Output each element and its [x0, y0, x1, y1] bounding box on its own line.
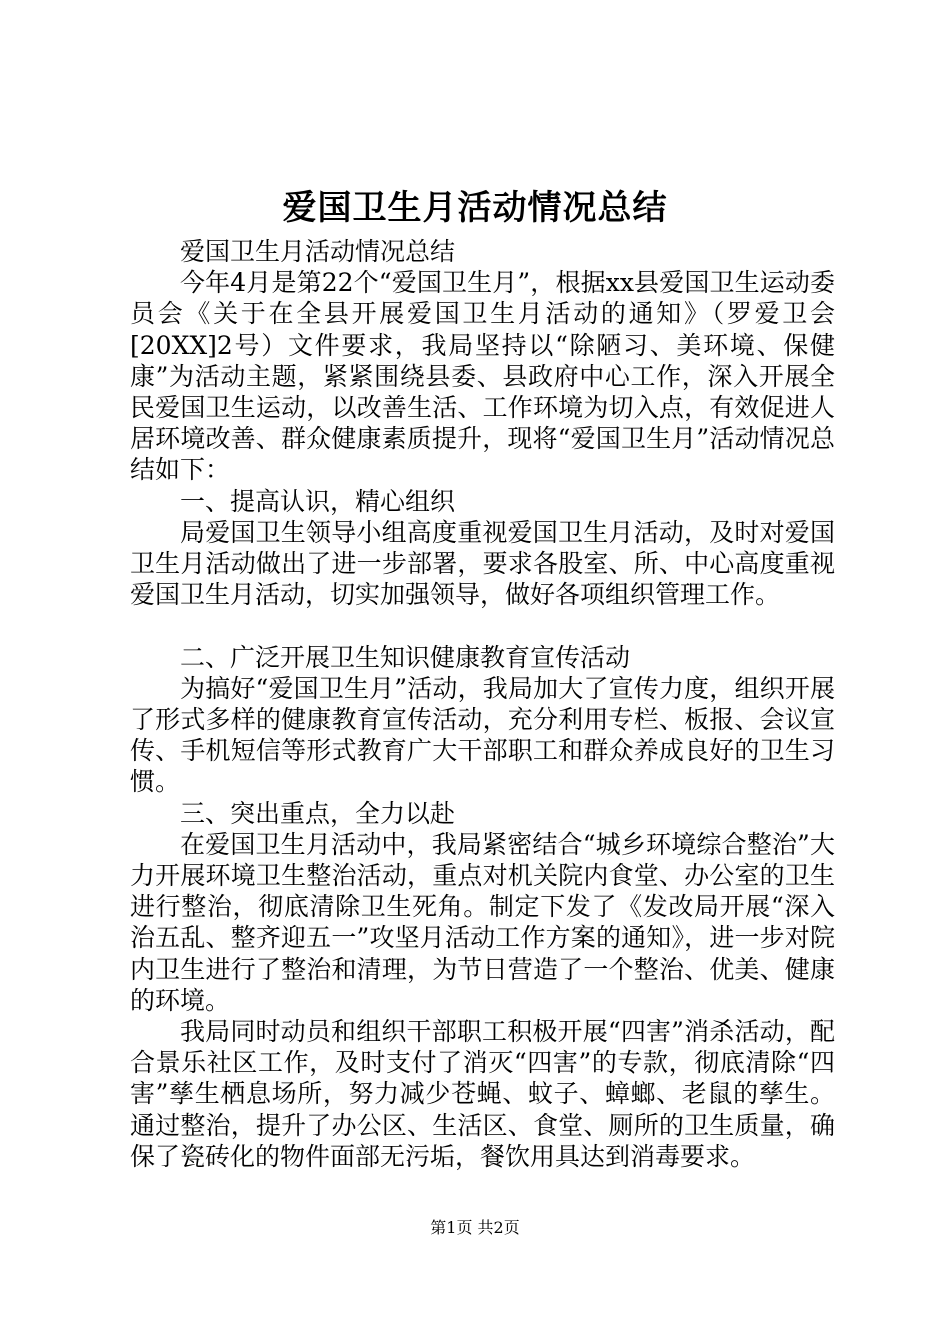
section-1-paragraph: 局爱国卫生领导小组高度重视爱国卫生月活动，及时对爱国卫生月活动做出了进一步部署，要求各股室、所、中心高度重视爱国卫生月活动，切实加强领导，做好各项组织管理工作。 [130, 517, 835, 610]
section-3-paragraph-1: 在爱国卫生月活动中，我局紧密结合“城乡环境综合整治”大力开展环境卫生整治活动，重点对机关院内食堂、办公室的卫生进行整治，彻底清除卫生死角。制定下发了《发改局开展“深入治五乱、整齐迎五一”攻坚月活动工作方案的通知》，进一步对院内卫生进行了整治和清理，为节日营造了一个整治、优美、健康的环境。 [130, 829, 835, 1015]
section-heading-1: 一、提高认识，精心组织 [180, 486, 456, 516]
subtitle-paragraph: 爱国卫生月活动情况总结 [180, 237, 456, 266]
page-title: 爱国卫生月活动情况总结 [282, 188, 668, 228]
intro-paragraph: 今年4月是第22个“爱国卫生月”，根据xx县爱国卫生运动委员会《关于在全县开展爱国卫生月活动的通知》（罗爱卫会[20XX]2号）文件要求，我局坚持以“除陋习、美环境、保健康”为活动主题，紧紧围绕县委、县政府中心工作，深入开展全民爱国卫生运动，以改善生活、工作环境为切入点，有效促进人居环境改善、群众健康素质提升，现将“爱国卫生月”活动情况总结如下： [130, 268, 835, 485]
section-3-paragraph-2: 我局同时动员和组织干部职工积极开展“四害”消杀活动，配合景乐社区工作，及时支付了消灭“四害”的专款，彻底清除“四害”孳生栖息场所，努力减少苍蝇、蚊子、蟑螂、老鼠的孳生。通过整治，提升了办公区、生活区、食堂、厕所的卫生质量，确保了瓷砖化的物件面部无污垢，餐饮用具达到消毒要求。 [130, 1017, 835, 1171]
section-2-paragraph: 为搞好“爱国卫生月”活动，我局加大了宣传力度，组织开展了形式多样的健康教育宣传活动，充分利用专栏、板报、会议宣传、手机短信等形式教育广大干部职工和群众养成良好的卫生习惯。 [130, 673, 835, 797]
blank-line [130, 610, 835, 641]
page-number-footer: 第1页 共2页 [430, 1218, 520, 1237]
document-body [130, 236, 835, 1172]
section-heading-2: 二、广泛开展卫生知识健康教育宣传活动 [180, 642, 631, 672]
section-heading-3: 三、突出重点，全力以赴 [180, 798, 456, 828]
